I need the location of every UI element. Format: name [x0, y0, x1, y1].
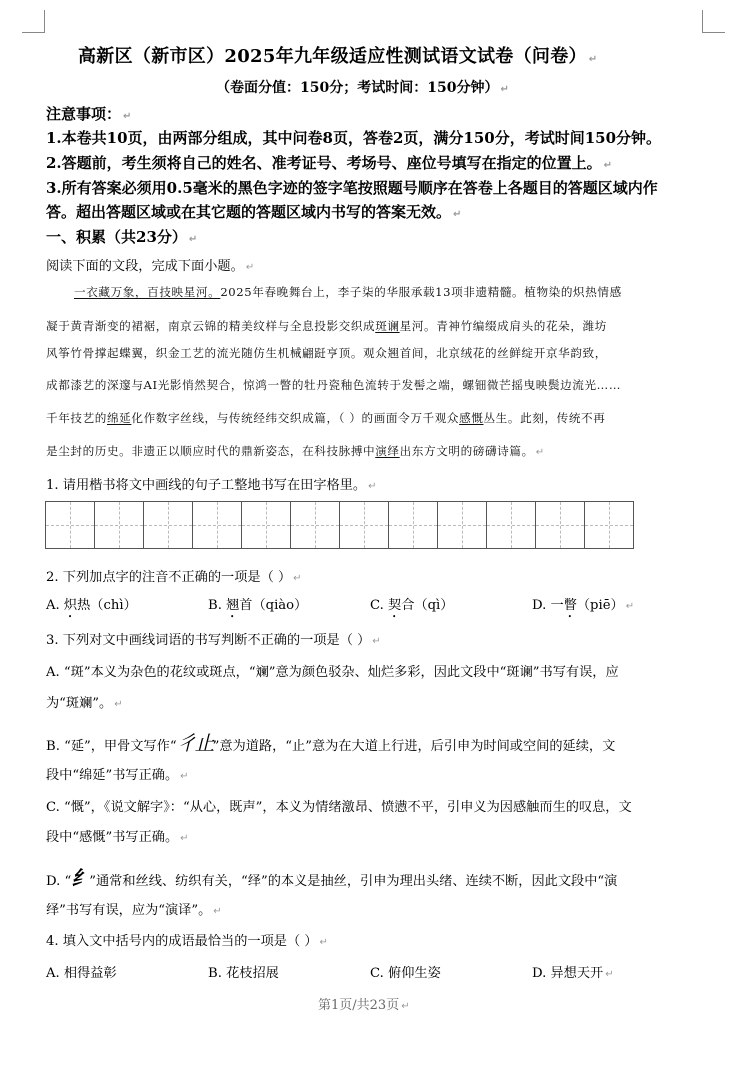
exam-title: 高新区（新市区）2025年九年级适应性测试语文试卷（问卷） ↵: [78, 46, 598, 67]
question-4-option-b: B. 花枝招展: [208, 966, 279, 981]
tianzige-cell[interactable]: [291, 502, 340, 548]
notice-heading: 注意事项： ↵: [46, 105, 132, 123]
passage-line-2: 凝于黄青渐变的裙裾，南京云锦的精美纹样与全息投影交织成斑谰星河。青神竹编缀成肩头的花朵，潍坊: [46, 319, 607, 333]
tianzige-cell[interactable]: [438, 502, 487, 548]
question-3-option-a: A. “斑”本义为杂色的花纹或斑点，“斓”意为颜色驳杂、灿烂多彩，因此文段中“斑谰”书写有误，应: [46, 665, 619, 680]
question-4-option-c: C. 俯仰生姿: [370, 966, 441, 981]
notice-item-2: 2.答题前，考生须将自己的姓名、准考证号、考场号、座位号填写在指定的位置上。 ↵: [46, 154, 613, 172]
notice-item-1: 1.本卷共10页，由两部分组成，其中问卷8页，答卷2页，满分150分，考试时间150分钟。: [46, 129, 662, 147]
question-2-stem: 2. 下列加点字的注音不正确的一项是（ ） ↵: [46, 570, 302, 585]
question-3-option-b: B. “延”，甲骨文写作“彳止”意为道路，“止”意为在大道上行进，后引申为时间或空间的延续，文: [46, 731, 616, 755]
question-4-stem: 4. 填入文中括号内的成语最恰当的一项是（ ） ↵: [46, 934, 328, 949]
tianzige-cell[interactable]: [193, 502, 242, 548]
tianzige-cell[interactable]: [144, 502, 193, 548]
passage-line-3: 风筝竹骨撑起蝶翼，织金工艺的流光随仿生机械翩跹亨顶。观众翘首间，北京绒花的丝鲜绽开京华韵致，: [46, 346, 607, 360]
crop-mark-top-right: [702, 10, 725, 33]
question-3-option-d-cont: 绎”书写有误，应为“演译”。 ↵: [46, 903, 222, 918]
oracle-bone-yan-glyph: 彳止: [176, 731, 213, 755]
notice-item-3-cont: 答。超出答题区域或在其它题的答题区域内书写的答案无效。 ↵: [46, 203, 462, 221]
tianzige-cell[interactable]: [46, 502, 95, 548]
passage-line-4: 成都漆艺的深邃与AI光影悄然契合，惊鸿一瞥的牡丹瓷釉色流转于发髻之端，螺钿微芒摇曳映鬓边流光……: [46, 378, 622, 392]
question-3-option-b-cont: 段中“绵延”书写正确。 ↵: [46, 768, 189, 783]
tianzige-cell[interactable]: [95, 502, 144, 548]
question-3-stem: 3. 下列对文中画线词语的书写判断不正确的一项是（ ） ↵: [46, 633, 381, 648]
question-3-option-c: C. “慨”，《说文解字》：“从心，既声”，本义为情绪激昂、愤懑不平，引申义为因感触而生的叹息，文: [46, 800, 632, 815]
page-footer: 第1页/共23页 ↵: [318, 998, 410, 1013]
silk-radical-glyph: 纟: [71, 866, 90, 890]
tianzige-cell[interactable]: [536, 502, 585, 548]
question-2-option-a: A. 炽热（chì）: [46, 598, 137, 613]
question-3-option-c-cont: 段中“感慨”书写正确。 ↵: [46, 830, 189, 845]
question-2-option-d: D. 一瞥（piē） ↵: [532, 598, 635, 613]
question-3-option-d: D. “纟”通常和丝线、纺织有关，“绎”的本义是抽丝，引申为理出头绪、连续不断，因此文段中“演: [46, 866, 618, 890]
question-2-option-c: C. 契合（qì）: [370, 598, 454, 613]
question-4-option-d: D. 异想天开 ↵: [532, 966, 614, 981]
question-4-option-a: A. 相得益彰: [46, 966, 117, 981]
section-heading-accumulation: 一、积累（共23分） ↵: [46, 228, 198, 246]
tianzige-cell[interactable]: [389, 502, 438, 548]
passage-line-1: 一衣藏万象，百技映星河。2025年春晚舞台上，李子柒的华服承载13项非遗精髓。植物染的炽热情感: [74, 285, 622, 299]
passage-line-5: 千年技艺的绵延化作数字丝线，与传统经纬交织成篇，（ ）的画面令万千观众感慨丛生。此刻，传统不再: [46, 411, 606, 425]
notice-item-3: 3.所有答案必须用0.5毫米的黑色字迹的签字笔按照题号顺序在答卷上各题目的答题区域内作: [46, 179, 658, 197]
exam-subtitle: （卷面分值：150分；考试时间：150分钟） ↵: [216, 80, 509, 96]
question-1-stem: 1. 请用楷书将文中画线的句子工整地书写在田字格里。 ↵: [46, 478, 377, 493]
tianzige-writing-grid[interactable]: [45, 501, 634, 549]
question-3-option-a-cont: 为“斑斓”。 ↵: [46, 696, 123, 711]
question-2-option-b: B. 翘首（qiào）: [208, 598, 308, 613]
crop-mark-top-left: [22, 10, 45, 33]
tianzige-cell[interactable]: [585, 502, 633, 548]
tianzige-cell[interactable]: [340, 502, 389, 548]
tianzige-cell[interactable]: [242, 502, 291, 548]
tianzige-cell[interactable]: [487, 502, 536, 548]
passage-line-6: 是尘封的历史。非遗正以顺应时代的鼎新姿态，在科技脉搏中演绎出东方文明的磅礴诗篇。 ↵: [46, 444, 545, 458]
reading-instruction: 阅读下面的文段，完成下面小题。 ↵: [46, 259, 255, 274]
